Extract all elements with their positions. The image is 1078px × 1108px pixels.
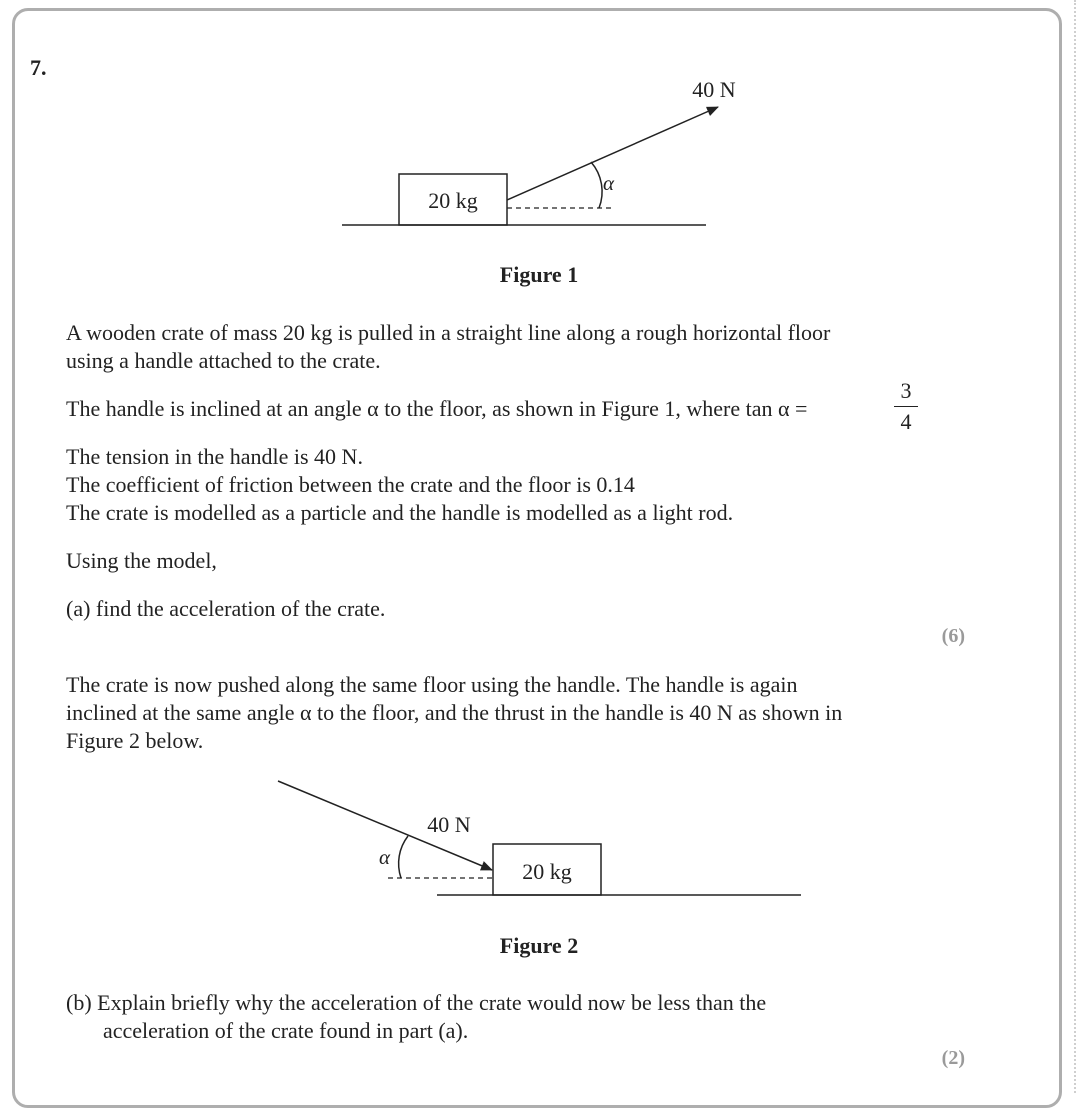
paragraph-2-line-1: The handle is inclined at an angle α to the floor, as shown in Figure 1, where tan α = [66, 396, 808, 421]
paragraph-1-line-2: using a handle attached to the crate. [66, 348, 381, 373]
figure-1-caption: Figure 1 [499, 262, 579, 287]
part-a-question: (a) find the acceleration of the crate. [66, 596, 386, 621]
part-b-marks: (2) [941, 1047, 965, 1069]
figure-1-angle-label: α [603, 171, 615, 195]
figure-2-force-label: 40 N [427, 812, 471, 837]
part-a-marks: (6) [941, 625, 965, 647]
part-b-question-line-1: (b) Explain briefly why the acceleration of the crate would now be less than the [66, 990, 767, 1015]
paragraph-3-line-2: The coefficient of friction between the crate and the floor is 0.14 [66, 472, 635, 497]
paragraph-3-line-1: The tension in the handle is 40 N. [66, 444, 363, 469]
question-number: 7. [30, 55, 47, 80]
tan-fraction-numerator: 3 [900, 378, 912, 403]
paragraph-4-line-1: Using the model, [66, 548, 217, 573]
paragraph-3-line-3: The crate is modelled as a particle and the handle is modelled as a light rod. [66, 500, 734, 525]
figure-2-mass-label: 20 kg [522, 859, 572, 884]
tan-fraction-denominator: 4 [900, 409, 912, 434]
figure-2-angle-label: α [379, 845, 391, 869]
figure-1-force-label: 40 N [692, 77, 736, 102]
figure-2-caption: Figure 2 [499, 933, 579, 958]
paragraph-5-line-2: inclined at the same angle α to the floor, and the thrust in the handle is 40 N as shown in [66, 700, 843, 725]
paragraph-5-line-3: Figure 2 below. [66, 728, 204, 753]
part-b-question-line-2: acceleration of the crate found in part (a). [103, 1018, 469, 1043]
paragraph-1-line-1: A wooden crate of mass 20 kg is pulled in a straight line along a rough horizontal floor [66, 320, 831, 345]
figure-1-mass-label: 20 kg [428, 188, 478, 213]
paragraph-5-line-1: The crate is now pushed along the same floor using the handle. The handle is again [66, 672, 798, 697]
figure-2-angle-arc [399, 836, 408, 878]
